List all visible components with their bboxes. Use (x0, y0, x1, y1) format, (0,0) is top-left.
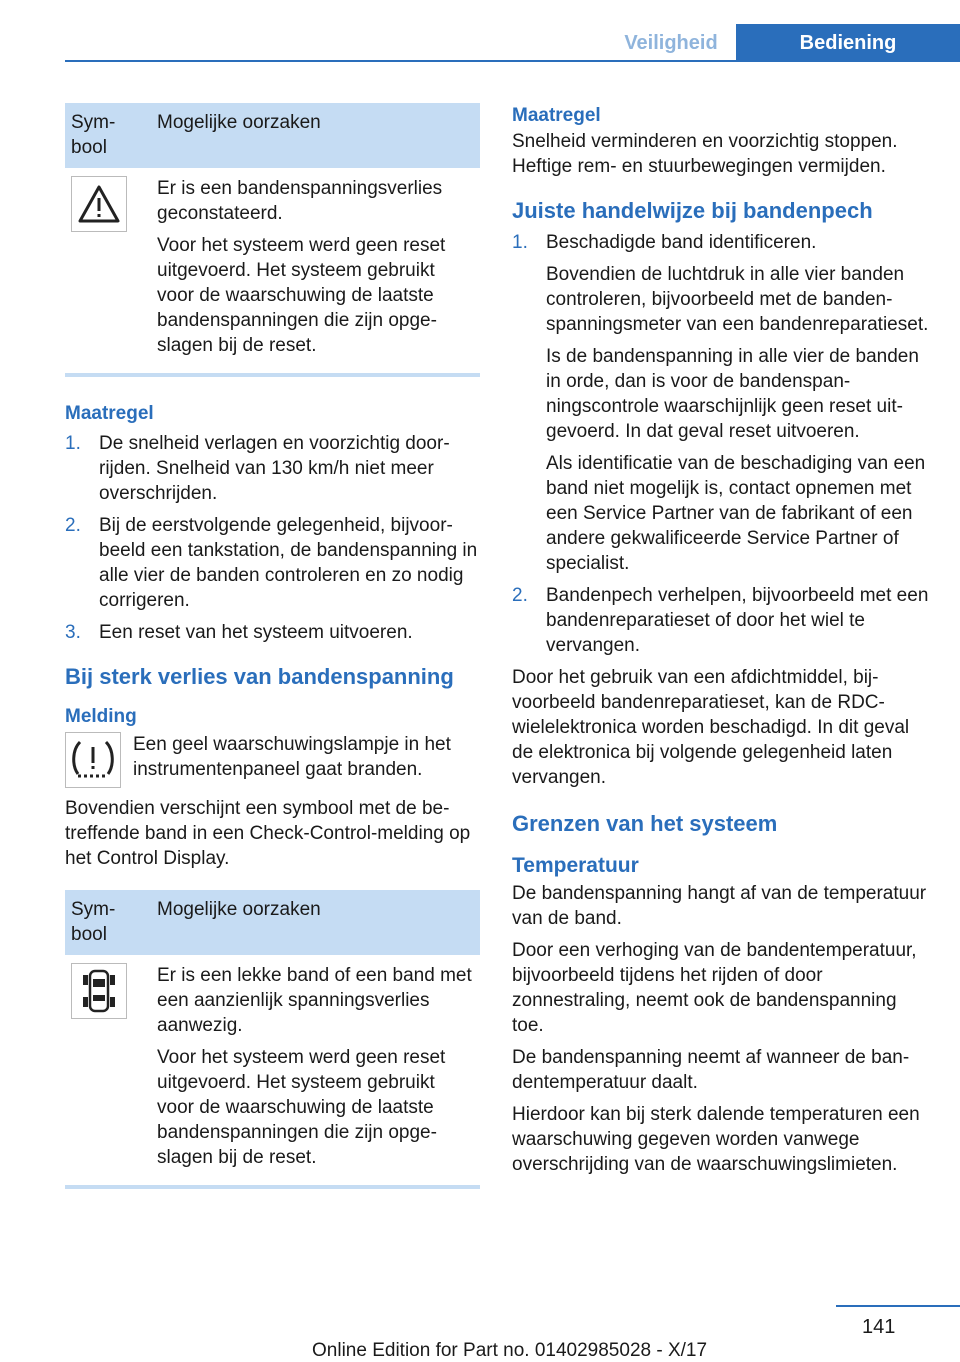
step-text: Een reset van het systeem uitvoeren. (99, 622, 413, 643)
body-text: De bandenspanning neemt af wanneer de bandentemperatuur daalt. (512, 1047, 910, 1093)
step-number: 2. (65, 515, 81, 536)
symbol-table-2 (65, 890, 480, 1185)
table-cell-causes (151, 955, 480, 1185)
header-rule (65, 60, 960, 62)
grenzen-heading: Grenzen van het systeem (512, 811, 778, 836)
cause-text: Er is een bandenspanningsverlies geconstateerd. (157, 178, 443, 224)
section-heading: Bij sterk verlies van bandenspanning (65, 664, 454, 689)
step-subtext: Is de bandenspanning in alle vier de banden in orde, dan is voor de bandenspanningscontrole waarschijnlijk geen reset uitgevoerd. In dat geval reset uitvoeren. (546, 346, 919, 442)
table-row (65, 168, 480, 373)
right-column (512, 103, 932, 1184)
maatregel-heading: Maatregel (65, 403, 154, 424)
step-text: De snelheid verlagen en voorzichtig doorrijden. Snelheid van 130 km/h niet meer overschrijden. (99, 433, 450, 504)
table-bottom-rule (65, 1185, 480, 1189)
list-item (65, 431, 480, 506)
table-header-causes: Mogelijke oorzaken (151, 890, 480, 955)
left-column (65, 103, 480, 1189)
cause-text: Voor het systeem werd geen reset uitgevoerd. Het systeem gebruikt voor de waarschuwing de laatste bandenspanningen die zijn opgeslagen bij de reset. (157, 235, 446, 356)
step-text: Beschadigde band identificeren. (546, 232, 817, 253)
pech-steps (512, 230, 932, 658)
step-number: 2. (512, 585, 528, 606)
step-number: 1. (512, 232, 528, 253)
body-text: De bandenspanning hangt af van de temperatuur van de band. (512, 883, 927, 929)
edition-text: Online Edition for Part no. 01402985028 - X/17 (312, 1340, 708, 1361)
footer-rule (836, 1305, 960, 1307)
maatregel-text: Snelheid verminderen en voorzichtig stoppen. Heftige rem- en stuurbewegingen vermijden. (512, 131, 898, 177)
temperatuur-heading: Temperatuur (512, 854, 639, 877)
table-header-symbol: Sym- bool (65, 890, 151, 955)
list-item (512, 583, 932, 658)
melding-block (65, 732, 480, 788)
list-item (65, 620, 480, 645)
list-item (65, 513, 480, 613)
cause-text: Er is een lekke band of een band met een aanzienlijk spanningsverlies aanwezig. (157, 965, 472, 1036)
body-text: Hierdoor kan bij sterk dalende temperaturen een waarschuwing gegeven worden vanwege overschrijding van de waarschuwingslimieten. (512, 1104, 920, 1175)
step-text: Bij de eerstvolgende gelegenheid, bijvoorbeeld een tankstation, de bandenspanning in alle vier de banden controleren en zo nodig corrigeren. (99, 515, 478, 611)
melding-text: Een geel waarschuwingslampje in het instrumentenpaneel gaat branden. (133, 734, 451, 780)
page-number: 141 (862, 1316, 896, 1338)
body-text: Door het gebruik van een afdichtmiddel, bijvoorbeeld bandenreparatieset, kan de RDC-wielelektronica worden beschadigd. In dit geval de elektronica bij volgende gelegenheid laten vervangen. (512, 667, 910, 788)
table-header-symbol: Sym- bool (65, 103, 151, 168)
tire-pressure-warning-icon (65, 732, 121, 788)
pech-heading: Juiste handelwijze bij bandenpech (512, 198, 873, 223)
warning-triangle-icon (71, 176, 127, 232)
cause-text: Voor het systeem werd geen reset uitgevoerd. Het systeem gebruikt voor de waarschuwing de laatste bandenspanningen die zijn opgeslagen bij de reset. (157, 1047, 446, 1168)
melding-heading: Melding (65, 706, 137, 727)
table-header-causes: Mogelijke oorzaken (151, 103, 480, 168)
list-item (512, 230, 932, 576)
step-number: 3. (65, 622, 81, 643)
body-text: Bovendien verschijnt een symbool met de betreffende band in een Check-Control-melding op het Control Display. (65, 798, 471, 869)
table-cell-icon (65, 168, 151, 373)
step-subtext: Bovendien de luchtdruk in alle vier banden controleren, bijvoorbeeld met de bandenspanningsmeter van een bandenreparatieset. (546, 264, 929, 335)
table-row (65, 955, 480, 1185)
maatregel-heading: Maatregel (512, 105, 601, 126)
step-number: 1. (65, 433, 81, 454)
step-subtext: Als identificatie van de beschadiging van een band niet mogelijk is, contact opnemen met een Service Partner van de fabrikant of een andere gekwalificeerde Service Partner of specialist. (546, 453, 926, 574)
header-tab-bediening[interactable]: Bediening (736, 24, 960, 62)
maatregel-steps (65, 431, 480, 645)
header-tab-veiligheid[interactable]: Veiligheid (606, 24, 736, 62)
step-text: Bandenpech verhelpen, bijvoorbeeld met een bandenreparatieset of door het wiel te vervangen. (546, 585, 929, 656)
car-flat-tire-icon (71, 963, 127, 1019)
symbol-table-1 (65, 103, 480, 373)
table-cell-icon (65, 955, 151, 1185)
body-text: Door een verhoging van de bandentemperatuur, bijvoorbeeld tijdens het rijden of door zonnestraling, neemt ook de bandenspanning toe. (512, 940, 917, 1036)
table-cell-causes (151, 168, 480, 373)
